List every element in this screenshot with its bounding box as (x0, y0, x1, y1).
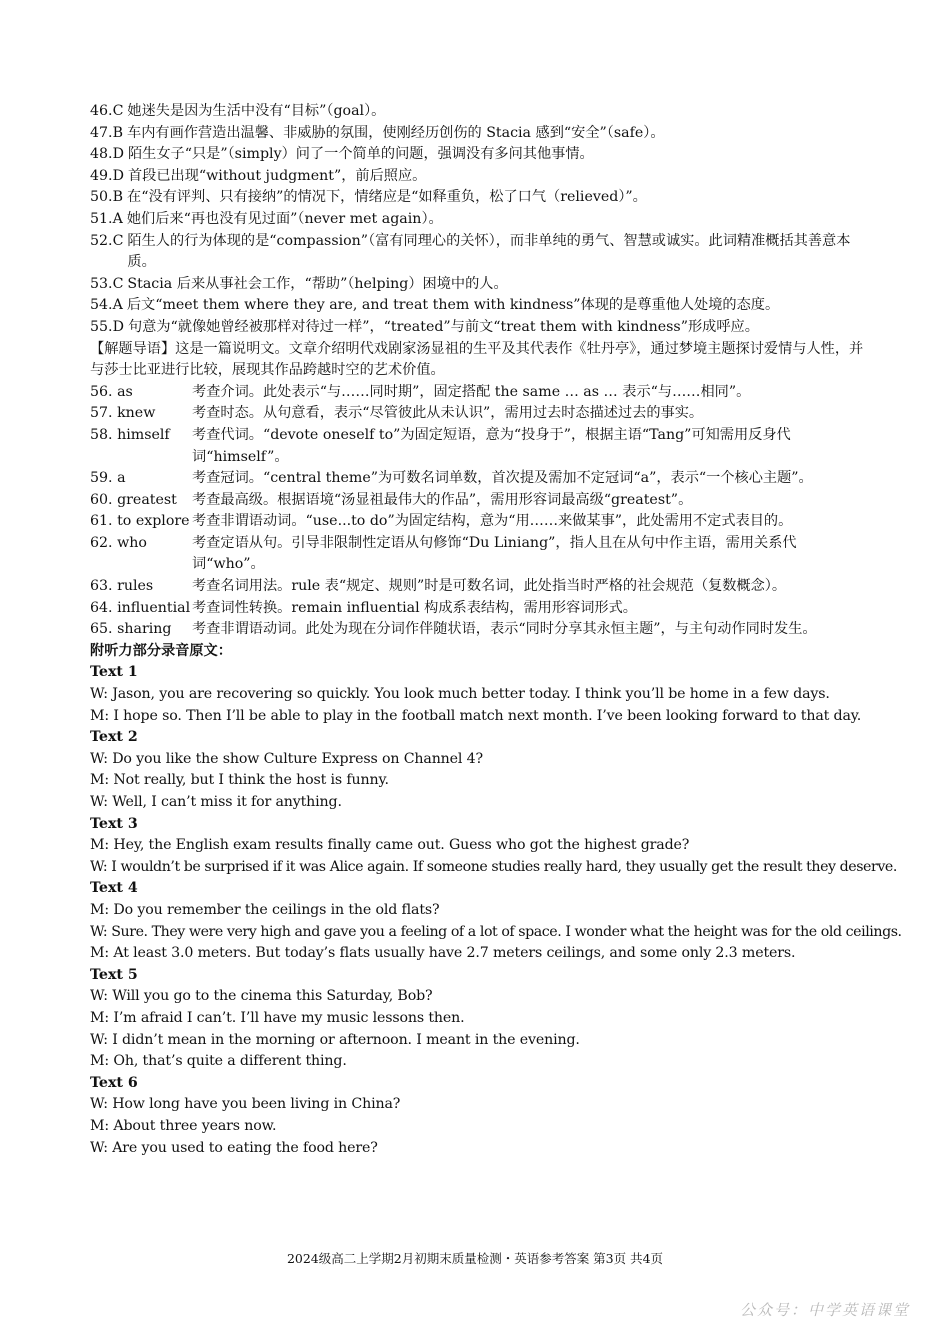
answer-item: 64. influential 考查词性转换。remain influential 构成系表结构，需用形容词形式。 (90, 599, 637, 616)
guide-paragraph: 【解题导语】这是一篇说明文。文章介绍明代戏剧家汤显祖的生平及其代表作《牡丹亭》，通过梦境主题探讨爱情与人性，并与莎士比亚进行比较，展现其作品跨越时空的艺术价值。 (90, 340, 864, 379)
listening-title: 附听力部分录音原文： (90, 642, 232, 659)
answers-46-55 (90, 101, 865, 339)
answer-item: 58. himself 考查代词。“devote oneself to”为固定短语，意为“投身于”，根据主语“Tang”可知需用反身代词“himself”。 (90, 426, 791, 465)
text-label: Text 2 (90, 729, 138, 746)
answers-56-65 (90, 382, 865, 641)
dialogue-line: W: I didn’t mean in the morning or afternoon. I meant in the evening. (90, 1031, 580, 1048)
dialogue-line: W: Sure. They were very high and gave you a feeling of a lot of space. I wonder what the height was for the old ceilings. (90, 923, 902, 940)
dialogue-line: M: About three years now. (90, 1117, 277, 1134)
dialogue-line: W: Jason, you are recovering so quickly. You look much better today. I think you’ll be home in a few days. (90, 686, 830, 703)
answer-item: 61. to explore 考查非谓语动词。“use...to do”为固定结构，意为“用……来做某事”，此处需用不定式表目的。 (90, 513, 793, 530)
dialogue-line: W: Well, I can’t miss it for anything. (90, 794, 342, 810)
answer-item: 53.C Stacia 后来从事社会工作，“帮助”（helping）困境中的人。 (90, 275, 508, 292)
dialogue-line: M: I hope so. Then I’ll be able to play in the football match next month. I’ve been looking forward to that day. (90, 707, 862, 724)
answer-item: 62. who 考查定语从句。引导非限制性定语从句修饰“Du Liniang”，指人且在从句中作主语，需用关系代词“who”。 (90, 534, 797, 573)
text-label: Text 1 (90, 664, 138, 681)
answer-item: 56. as 考查介词。此处表示“与……同时期”，固定搭配 the same … as … 表示“与……相同”。 (90, 383, 751, 400)
dialogue-line: W: Do you like the show Culture Express on Channel 4? (90, 750, 483, 767)
answer-page (90, 101, 902, 1159)
answer-item: 60. greatest 考查最高级。根据语境“汤显祖最伟大的作品”，需用形容词最高级“greatest”。 (90, 491, 693, 508)
text-label: Text 5 (90, 966, 138, 983)
dialogue-line: W: I wouldn’t be surprised if it was Alice again. If someone studies really hard, they usually get the result they deserve. (90, 858, 897, 875)
answer-item: 47.B 车内有画作营造出温馨、非威胁的氛围，使刚经历创伤的 Stacia 感到“安全”（safe）。 (90, 124, 665, 141)
text-label: Text 3 (90, 815, 138, 832)
answer-item: 52.C 陌生人的行为体现的是“compassion”（富有同理心的关怀），而非单纯的勇气、智慧或诚实。此词精准概括其善意本质。 (90, 232, 851, 271)
answer-item: 54.A 后文“meet them where they are, and treat them with kindness”体现的是尊重他人处境的态度。 (90, 297, 780, 314)
dialogue-line: M: Not really, but I think the host is funny. (90, 772, 389, 789)
dialogue-line: M: At least 3.0 meters. But today’s flats usually have 2.7 meters ceilings, and some only 2.3 meters. (90, 945, 796, 962)
answer-item: 63. rules 考查名词用法。rule 表“规定、规则”时是可数名词，此处指当时严格的社会规范（复数概念）。 (90, 578, 787, 595)
text-label: Text 6 (90, 1074, 138, 1091)
dialogue-line: M: Hey, the English exam results finally came out. Guess who got the highest grade? (90, 837, 690, 854)
answer-item: 50.B 在“没有评判、只有接纳”的情况下，情绪应是“如释重负，松了口气（relieved）”。 (90, 189, 647, 206)
page-footer: 2024级高二上学期2月初期末质量检测・英语参考答案 第3页 共4页 (286, 1251, 664, 1266)
dialogue-line: M: Oh, that’s quite a different thing. (90, 1053, 347, 1070)
text-label: Text 4 (90, 880, 138, 897)
dialogue-line: W: Are you used to eating the food here? (90, 1139, 378, 1156)
answer-item: 55.D 句意为“就像她曾经被那样对待过一样”，“treated”与前文“treat them with kindness”形成呼应。 (90, 318, 759, 335)
answer-item: 57. knew 考查时态。从句意看，表示“尽管彼此从未认识”，需用过去时态描述过去的事实。 (90, 405, 704, 422)
watermark: 公众号：中学英语课堂 (739, 1301, 910, 1319)
dialogue-line: M: I’m afraid I can’t. I’ll have my music lessons then. (90, 1009, 465, 1026)
listening-transcript (90, 662, 902, 1159)
dialogue-line: W: How long have you been living in China? (90, 1096, 401, 1113)
answer-item: 51.A 她们后来“再也没有见过面”（never met again）。 (90, 210, 443, 227)
answer-item: 46.C 她迷失是因为生活中没有“目标”（goal）。 (90, 103, 386, 119)
answer-item: 49.D 首段已出现“without judgment”，前后照应。 (90, 167, 427, 184)
dialogue-line: W: Will you go to the cinema this Saturday, Bob? (90, 988, 433, 1005)
answer-item: 59. a 考查冠词。“central theme”为可数名词单数，首次提及需加不定冠词“a”，表示“一个核心主题”。 (90, 470, 813, 487)
dialogue-line: M: Do you remember the ceilings in the old flats? (90, 901, 440, 918)
answer-item: 65. sharing 考查非谓语动词。此处为现在分词作伴随状语，表示“同时分享其永恒主题”，与主句动作同时发生。 (90, 621, 817, 638)
answer-item: 48.D 陌生女子“只是”（simply）问了一个简单的问题，强调没有多问其他事情。 (90, 146, 594, 163)
